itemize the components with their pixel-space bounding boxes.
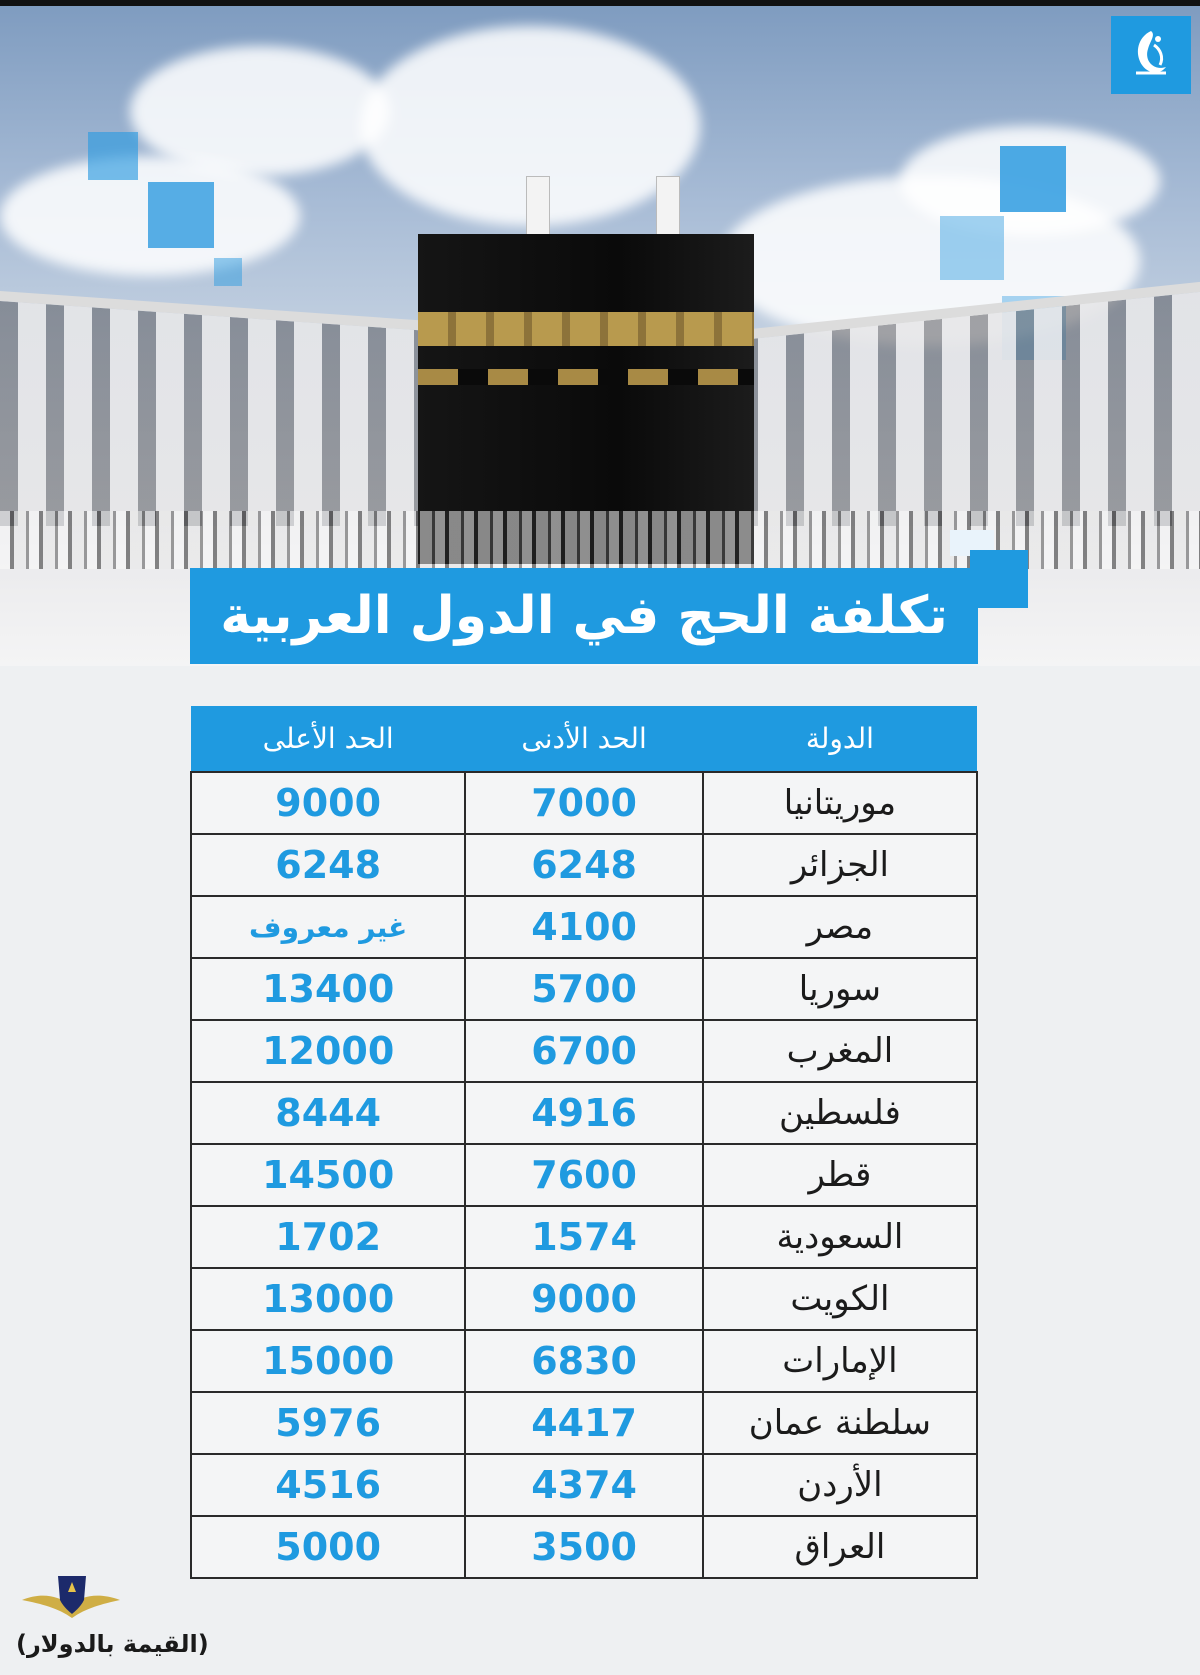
decor-square (940, 216, 1004, 280)
max-cost-cell: غير معروف (191, 896, 465, 958)
max-cost-cell: 1702 (191, 1206, 465, 1268)
max-cost-cell: 8444 (191, 1082, 465, 1144)
max-cost-cell: 4516 (191, 1454, 465, 1516)
min-cost-cell: 6700 (465, 1020, 702, 1082)
decor-square (88, 132, 138, 180)
min-cost-cell: 6830 (465, 1330, 702, 1392)
table-row (191, 958, 977, 1020)
page-title: تكلفة الحج في الدول العربية (220, 586, 948, 646)
table-row (191, 1454, 977, 1516)
table-row (191, 1268, 977, 1330)
min-cost-cell: 1574 (465, 1206, 702, 1268)
min-cost-cell: 4417 (465, 1392, 702, 1454)
max-cost-cell: 5000 (191, 1516, 465, 1578)
max-cost-cell: 15000 (191, 1330, 465, 1392)
country-cell: العراق (703, 1516, 977, 1578)
decor-square (214, 258, 242, 286)
hajj-cost-table (190, 706, 978, 1579)
country-cell: الأردن (703, 1454, 977, 1516)
table-row (191, 772, 977, 834)
decor-square (1000, 146, 1066, 212)
min-cost-cell: 7000 (465, 772, 702, 834)
min-cost-cell: 5700 (465, 958, 702, 1020)
column-header-min: الحد الأدنى (465, 706, 702, 772)
min-cost-cell: 4374 (465, 1454, 702, 1516)
country-cell: سلطنة عمان (703, 1392, 977, 1454)
country-cell: قطر (703, 1144, 977, 1206)
min-cost-cell: 4100 (465, 896, 702, 958)
table-row (191, 1516, 977, 1578)
country-cell: سوريا (703, 958, 977, 1020)
max-cost-cell: 6248 (191, 834, 465, 896)
max-cost-cell: 13000 (191, 1268, 465, 1330)
country-cell: مصر (703, 896, 977, 958)
kaaba-gold-band (418, 312, 754, 346)
column-header-max: الحد الأعلى (191, 706, 465, 772)
currency-note: (القيمة بالدولار) (16, 1630, 209, 1658)
min-cost-cell: 3500 (465, 1516, 702, 1578)
country-cell: الجزائر (703, 834, 977, 896)
country-cell: موريتانيا (703, 772, 977, 834)
table-row (191, 1144, 977, 1206)
country-cell: المغرب (703, 1020, 977, 1082)
min-cost-cell: 9000 (465, 1268, 702, 1330)
table-header-row (191, 706, 977, 772)
table-row (191, 1392, 977, 1454)
table-row (191, 834, 977, 896)
min-cost-cell: 4916 (465, 1082, 702, 1144)
title-banner (190, 568, 978, 664)
max-cost-cell: 12000 (191, 1020, 465, 1082)
min-cost-cell: 6248 (465, 834, 702, 896)
table-row (191, 1330, 977, 1392)
title-accent (970, 550, 1028, 608)
table-row (191, 896, 977, 958)
column-header-country: الدولة (703, 706, 977, 772)
max-cost-cell: 14500 (191, 1144, 465, 1206)
table-row (191, 1082, 977, 1144)
aljazeera-logo-icon (1111, 16, 1191, 94)
country-cell: الكويت (703, 1268, 977, 1330)
country-cell: فلسطين (703, 1082, 977, 1144)
max-cost-cell: 13400 (191, 958, 465, 1020)
min-cost-cell: 7600 (465, 1144, 702, 1206)
decor-square (148, 182, 214, 248)
country-cell: الإمارات (703, 1330, 977, 1392)
max-cost-cell: 9000 (191, 772, 465, 834)
country-cell: السعودية (703, 1206, 977, 1268)
table-row (191, 1206, 977, 1268)
kaaba-band (418, 369, 754, 385)
table-row (191, 1020, 977, 1082)
max-cost-cell: 5976 (191, 1392, 465, 1454)
